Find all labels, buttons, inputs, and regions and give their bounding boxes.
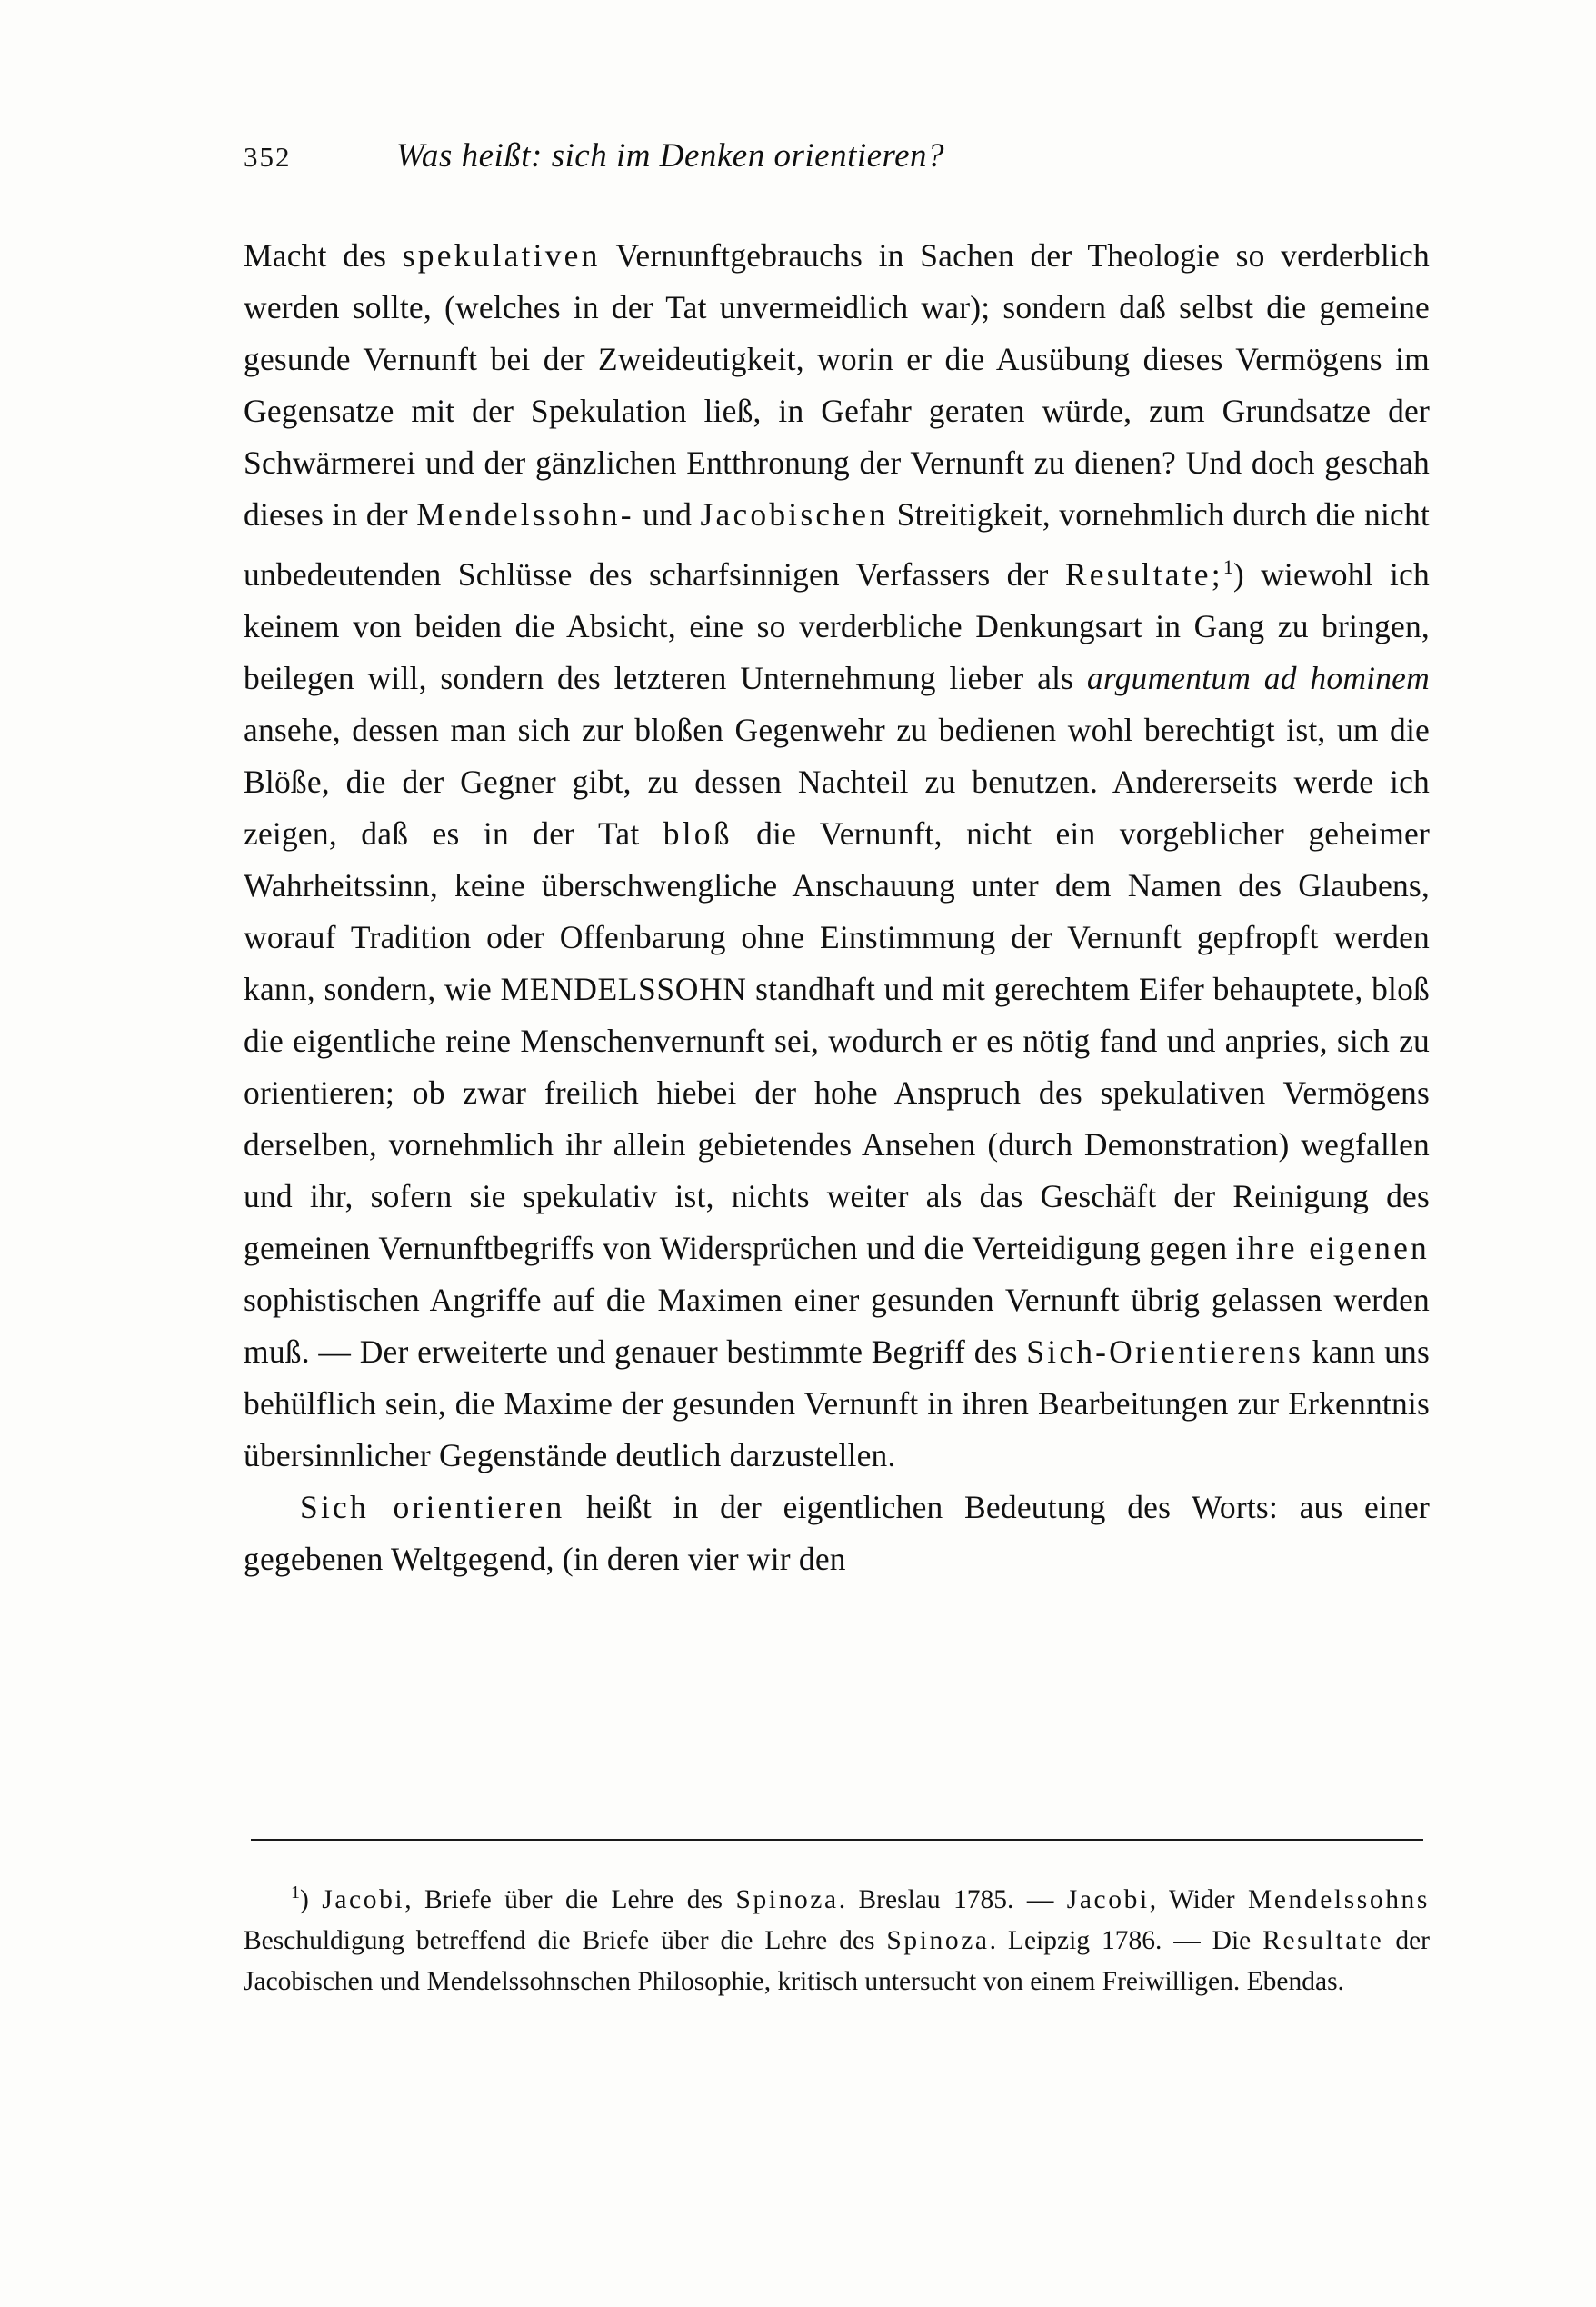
footnote-separator-rule xyxy=(251,1839,1423,1841)
text-run-spaced: Jacobi xyxy=(322,1884,405,1914)
text-run-spaced: Mendelssohn- xyxy=(416,496,634,533)
text-run-spaced: Spinoza xyxy=(735,1884,839,1914)
text-run-spaced: bloß xyxy=(663,814,733,852)
text-run-spaced: Spinoza xyxy=(886,1925,990,1955)
text-run: ansehe, dessen man sich zur bloßen Gegenwehr zu bedienen wohl berechtigt ist, um die Blöße, die der Gegner gibt, zu dessen Nachteil zu benutzen. Andererseits werde ich zeigen, daß es in der Tat xyxy=(244,711,1430,852)
footnote-reference: 1 xyxy=(1222,555,1233,578)
text-run: der Jacobischen und Mendelssohnschen Philosophie, kritisch untersucht von einem Freiwilligen. Ebendas. xyxy=(244,1925,1430,1996)
text-run-spaced: Mendelssohns xyxy=(1247,1884,1430,1914)
text-run: Vernunftgebrauchs in Sachen der Theologie so verderblich werden sollte, (welches in der Tat unvermeidlich war); sondern daß selbst die gemeine gesunde Vernunft bei der Zweideutigkeit, worin er die Ausübung dieses Vermögens im Gegensatze mit der Spekulation ließ, in Gefahr geraten würde, zum Grundsatze der Schwärmerei und der gänzlichen Entthronung der Vernunft zu dienen? Und doch geschah dieses in der xyxy=(244,237,1431,533)
text-run: Beschuldigung betreffend die Briefe über die Lehre des xyxy=(244,1925,887,1955)
text-run-spaced: Resultate xyxy=(1262,1925,1384,1955)
text-run-spaced: Sich-Orientierens xyxy=(1026,1333,1304,1370)
text-run: , Briefe über die Lehre des xyxy=(404,1884,736,1914)
text-run: Macht des xyxy=(244,237,403,274)
body-paragraph-1 xyxy=(244,230,1430,1482)
text-run: kann uns behülflich sein, die Maxime der gesunden Vernunft in ihren Bearbeitungen zur Erkenntnis übersinnlicher Gegenstände deutlich darzustellen. xyxy=(244,1333,1431,1473)
text-run: die Vernunft, nicht ein vorgeblicher geheimer Wahrheitssinn, keine überschwengliche Anschauung unter dem Namen des Glaubens, worauf Tradition oder Offenbarung ohne Einstimmung der Vernunft gepfropft werden kann, sondern, wie xyxy=(244,814,1430,1007)
text-run-spaced: spekulativen xyxy=(402,237,601,274)
text-run: sophistischen Angriffe auf die Maximen einer gesunden Vernunft übrig gelassen werden muß. — Der erweiterte und genauer bestimmte Begriff des xyxy=(244,1281,1430,1370)
text-run-italic: argumentum ad hominem xyxy=(1086,659,1430,696)
text-run: heißt in der eigentlichen Bedeutung des Worts: aus einer gegebenen Weltgegend, (in deren vier wir den xyxy=(244,1488,1430,1577)
text-run: . Leipzig 1786. — Die xyxy=(989,1925,1263,1955)
text-run-caps: MENDELSSOHN xyxy=(500,970,747,1007)
text-run: , Wider xyxy=(1149,1884,1248,1914)
text-run: standhaft und mit gerechtem Eifer behauptete, bloß die eigentliche reine Menschenvernunft sei, wodurch er es nötig fand und anpries, sich zu orientieren; ob zwar freilich hiebei der hohe Anspruch des spekulativen Vermögens derselben, vornehmlich ihr allein gebietendes Ansehen (durch Demonstration) wegfallen und ihr, sofern sie spekulativ ist, nichts weiter als das Geschäft der Reinigung des gemeinen Vernunftbegriffs von Widersprüchen und die Verteidigung gegen xyxy=(244,970,1430,1266)
text-run: Streitigkeit, vornehmlich durch die nicht unbedeutenden Schlüsse des scharfsinnigen Verfassers der xyxy=(244,496,1431,593)
body-paragraph-2 xyxy=(244,1482,1430,1585)
page-content xyxy=(244,136,1430,1585)
footnote-block xyxy=(244,1873,1430,2002)
text-run: und xyxy=(633,496,701,533)
text-run-spaced: Jacobischen xyxy=(700,496,889,533)
page-number: 352 xyxy=(244,141,292,173)
text-run: ) xyxy=(300,1884,323,1914)
text-run-spaced: Resultate; xyxy=(1064,555,1223,593)
text-run: . Breslau 1785. — xyxy=(838,1884,1067,1914)
text-run-spaced: ihre eigenen xyxy=(1235,1229,1430,1266)
page-header xyxy=(244,136,1430,175)
running-title: Was heißt: sich im Denken orientieren? xyxy=(396,137,944,175)
text-run-spaced: Jacobi xyxy=(1066,1884,1150,1914)
text-run-spaced: Sich orientieren xyxy=(300,1488,565,1525)
text-run: ) wiewohl ich keinem von beiden die Absicht, eine so verderbliche Denkungsart in Gang zu bringen, beilegen will, sondern des letzteren Unternehmung lieber als xyxy=(244,555,1430,696)
footnote-marker: 1 xyxy=(291,1883,300,1903)
